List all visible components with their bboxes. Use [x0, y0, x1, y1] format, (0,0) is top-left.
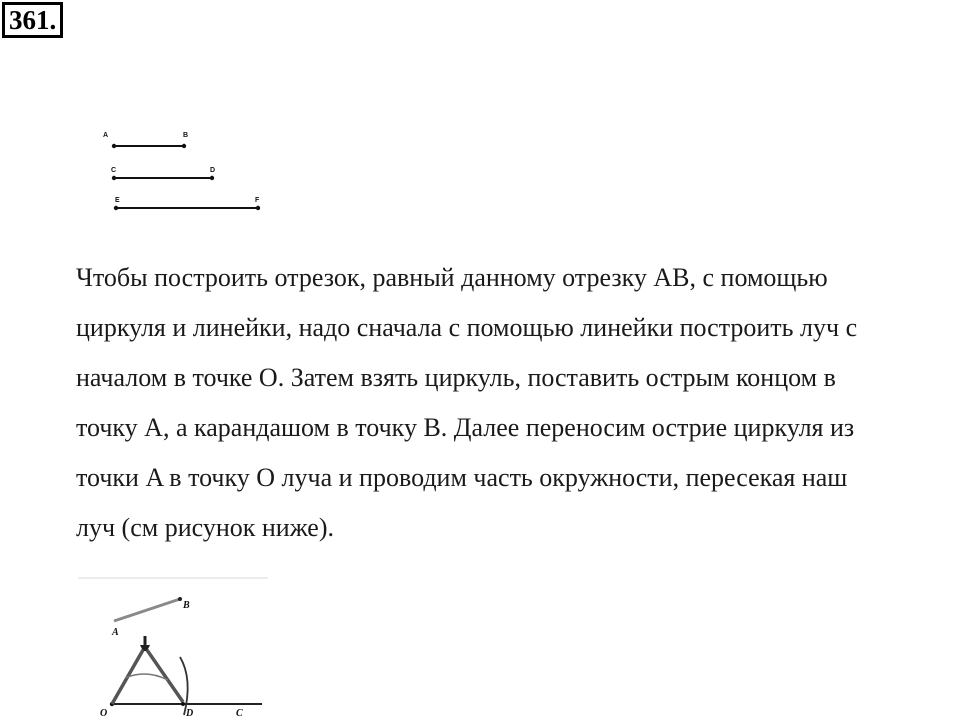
label-e: E — [115, 197, 120, 204]
compass-label-c: C — [236, 708, 243, 719]
solution-line-4: точку A, а карандашом в точку B. Далее переносим острие циркуля из — [76, 413, 855, 442]
point-f — [256, 206, 260, 210]
solution-line-6: луч (см рисунок ниже). — [76, 513, 335, 542]
label-c: C — [111, 167, 117, 174]
point-c — [112, 176, 116, 180]
segments-figure — [100, 128, 280, 218]
label-f: F — [255, 197, 260, 204]
point-b — [182, 144, 186, 148]
solution-line-3: началом в точке O. Затем взять циркуль, поставить острым концом в — [76, 363, 836, 392]
label-b: B — [183, 132, 189, 139]
point-e — [114, 206, 118, 210]
label-d: D — [210, 167, 216, 174]
compass-pencil-leg — [147, 650, 183, 702]
task-number: 361. — [2, 2, 63, 38]
segment-ab-ref — [114, 599, 180, 621]
compass-label-b: B — [183, 600, 190, 611]
arc-mark — [180, 657, 188, 715]
label-a: A — [103, 132, 109, 139]
compass-label-o: O — [100, 708, 108, 719]
point-d-ref — [181, 702, 185, 706]
compass-brace — [125, 674, 168, 680]
compass-label-d: D — [186, 708, 194, 719]
point-d — [210, 176, 214, 180]
point-a — [112, 144, 116, 148]
compass-figure — [76, 576, 276, 719]
point-b-ref — [178, 597, 182, 601]
compass-label-a: A — [112, 627, 119, 638]
solution-text — [76, 253, 960, 553]
solution-line-2: циркуля и линейки, надо сначала с помощью линейки построить луч с — [76, 313, 858, 342]
solution-line-5: точки A в точку O луча и проводим часть окружности, пересекая наш — [76, 463, 848, 492]
solution-line-1: Чтобы построить отрезок, равный данному отрезку AB, с помощью — [76, 263, 828, 292]
